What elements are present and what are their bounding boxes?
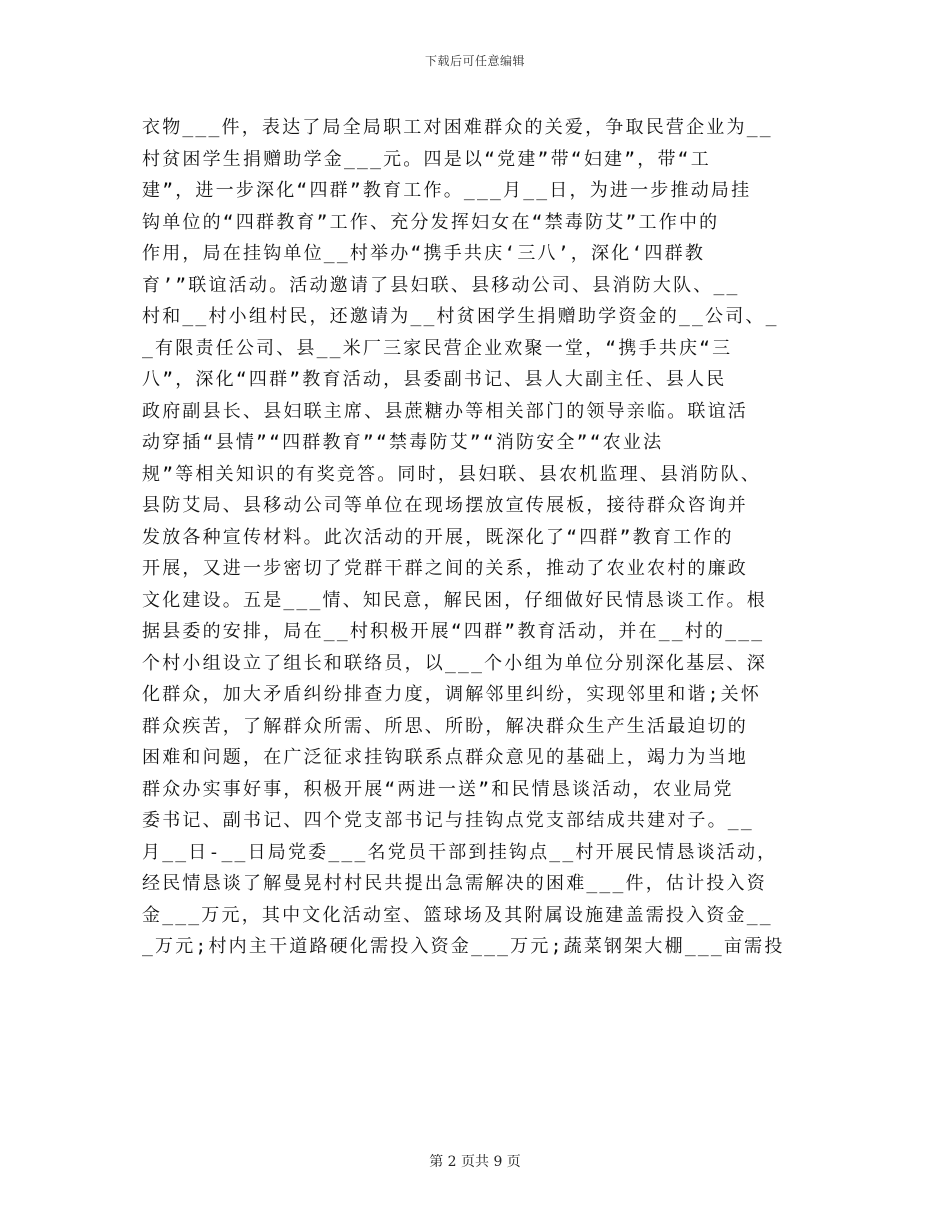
text-line: 困难和问题，在广泛征求挂钩联系点群众意见的基础上，竭力为当地 xyxy=(142,747,748,768)
text-line: 动穿插“县情”“四群教育”“禁毒防艾”“消防安全”“农业法 xyxy=(142,432,664,453)
text-line: 育’”联谊活动。活动邀请了县妇联、县移动公司、县消防大队、__ xyxy=(142,274,740,296)
text-line: 规”等相关知识的有奖竞答。同时，县妇联、县农机监理、县消防队、 xyxy=(142,463,762,485)
text-line: 衣物___件，表达了局全局职工对困难群众的关爱，争取民营企业为__ xyxy=(142,117,773,138)
page-footer: 第 2 页共 9 页 xyxy=(429,1154,521,1170)
text-line: 群众办实事好事，积极开展“两进一送”和民情恳谈活动，农业局党 xyxy=(142,778,734,800)
text-line: 发放各种宣传材料。此次活动的开展，既深化了“四群”教育工作的 xyxy=(142,526,734,548)
text-line: 村贫困学生捐赠助学金___元。四是以“党建”带“妇建”，带“工 xyxy=(142,148,711,170)
text-line: 个村小组设立了组长和联络员，以___个小组为单位分别深化基层、深 xyxy=(142,652,767,674)
text-line: 月__日-__日局党委___名党员干部到挂钩点__村开展民情恳谈活动， xyxy=(142,841,778,863)
text-line: 文化建设。五是___情、知民意，解民困，仔细做好民情恳谈工作。根 xyxy=(142,589,767,611)
text-line: 钩单位的“四群教育”工作、充分发挥妇女在“禁毒防艾”工作中的 xyxy=(142,211,720,233)
text-line: 化群众，加大矛盾纠纷排查力度，调解邻里纠纷，实现邻里和谐;关怀 xyxy=(142,684,762,705)
text-line: 村和__村小组村民，还邀请为__村贫困学生捐赠助学资金的__公司、_ xyxy=(142,306,779,327)
text-line: _有限责任公司、县__米厂三家民营企业欢聚一堂，“携手共庆“三 xyxy=(142,337,733,359)
document-body xyxy=(142,112,808,963)
text-line: 政府副县长、县妇联主席、县蔗糖办等相关部门的领导亲临。联谊活 xyxy=(142,400,748,422)
text-line: 经民情恳谈了解曼晃村村民共提出急需解决的困难___件，估计投入资 xyxy=(142,873,767,894)
text-line: 八”，深化“四群”教育活动，县委副书记、县人大副主任、县人民 xyxy=(142,369,727,390)
text-line: 开展，又进一步密切了党群干群之间的关系，推动了农业农村的廉政 xyxy=(142,558,748,579)
text-line: 建”，进一步深化“四群”教育工作。___月__日，为进一步推动局挂 xyxy=(142,180,752,201)
page-header: 下载后可任意编辑 xyxy=(424,54,525,68)
text-line: 作用，局在挂钩单位__村举办“携手共庆‘三八’，深化‘四群教 xyxy=(142,243,706,264)
text-line: 委书记、副书记、四个党支部书记与挂钩点党支部结成共建对子。__ xyxy=(142,810,754,831)
text-line: 据县委的安排，局在__村积极开展“四群”教育活动，并在__村的___ xyxy=(142,621,765,642)
text-line: 金___万元，其中文化活动室、篮球场及其附属设施建盖需投入资金__ xyxy=(142,904,773,926)
text-line: _万元;村内主干道路硬化需投入资金___万元;蔬菜钢架大棚___亩需投 xyxy=(142,936,785,957)
text-line: 县防艾局、县移动公司等单位在现场摆放宣传展板，接待群众咨询并 xyxy=(142,495,748,516)
text-line: 群众疾苦，了解群众所需、所思、所盼，解决群众生产生活最迫切的 xyxy=(142,715,748,737)
